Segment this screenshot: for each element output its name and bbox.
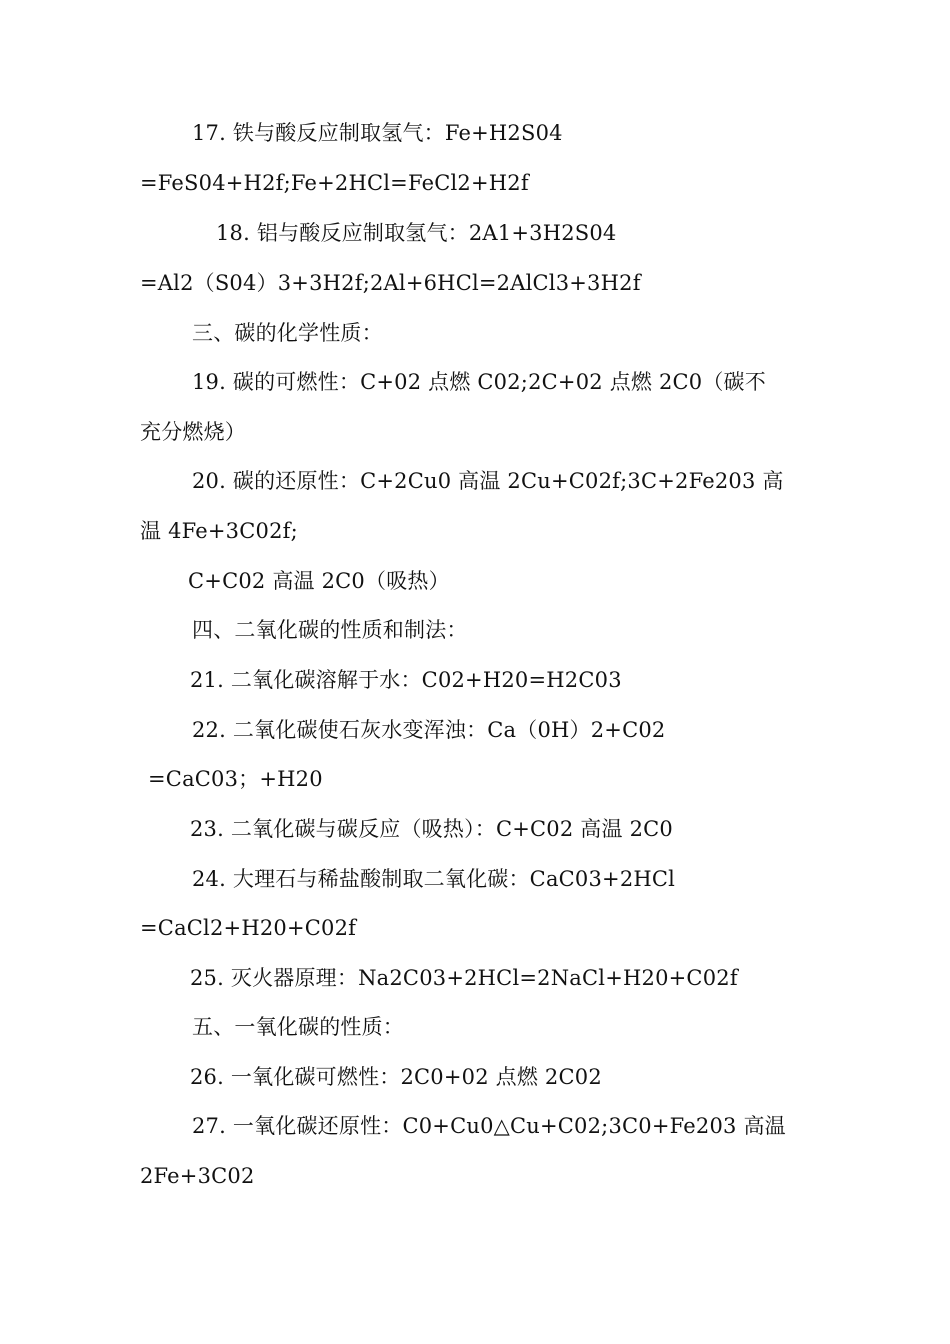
section-heading-co2: 四、二氧化碳的性质和制法：: [192, 618, 468, 642]
equation-21: 21. 二氧化碳溶解于水：C02+H20=H2C03: [190, 668, 622, 692]
equation-24-line-2: =CaCl2+H20+C02f: [140, 916, 357, 940]
section-heading-carbon: 三、碳的化学性质：: [192, 321, 383, 345]
equation-20-line-3: C+C02 高温 2C0（吸热）: [188, 569, 450, 593]
section-heading-co: 五、一氧化碳的性质：: [192, 1015, 404, 1039]
equation-27-line-2: 2Fe+3C02: [140, 1164, 255, 1188]
equation-27-line-1: 27. 一氧化碳还原性：C0+Cu0△Cu+C02;3C0+Fe203 高温: [192, 1114, 786, 1138]
equation-18-line-1: 18. 铝与酸反应制取氢气：2A1+3H2S04: [216, 221, 617, 245]
equation-17-line-2: =FeS04+H2f;Fe+2HCl=FeCl2+H2f: [140, 171, 529, 195]
equation-19-line-2: 充分燃烧）: [140, 420, 246, 444]
equation-22-line-1: 22. 二氧化碳使石灰水变浑浊：Ca（0H）2+C02: [192, 718, 666, 742]
equation-18-line-2: =Al2（S04）3+3H2f;2Al+6HCl=2AlCl3+3H2f: [140, 271, 641, 295]
equation-19-line-1: 19. 碳的可燃性：C+02 点燃 C02;2C+02 点燃 2C0（碳不: [192, 370, 766, 394]
equation-23: 23. 二氧化碳与碳反应（吸热）：C+C02 高温 2C0: [190, 817, 673, 841]
equation-22-line-2: =CaC03；+H20: [148, 767, 323, 791]
equation-25: 25. 灭火器原理：Na2C03+2HCl=2NaCl+H20+C02f: [190, 966, 738, 990]
equation-24-line-1: 24. 大理石与稀盐酸制取二氧化碳：CaC03+2HCl: [192, 867, 676, 891]
equation-20-line-1: 20. 碳的还原性：C+2Cu0 高温 2Cu+C02f;3C+2Fe203 高: [192, 469, 784, 493]
equation-17-line-1: 17. 铁与酸反应制取氢气：Fe+H2S04: [192, 121, 563, 145]
equation-26: 26. 一氧化碳可燃性：2C0+02 点燃 2C02: [190, 1065, 602, 1089]
equation-20-line-2: 温 4Fe+3C02f;: [140, 519, 298, 543]
